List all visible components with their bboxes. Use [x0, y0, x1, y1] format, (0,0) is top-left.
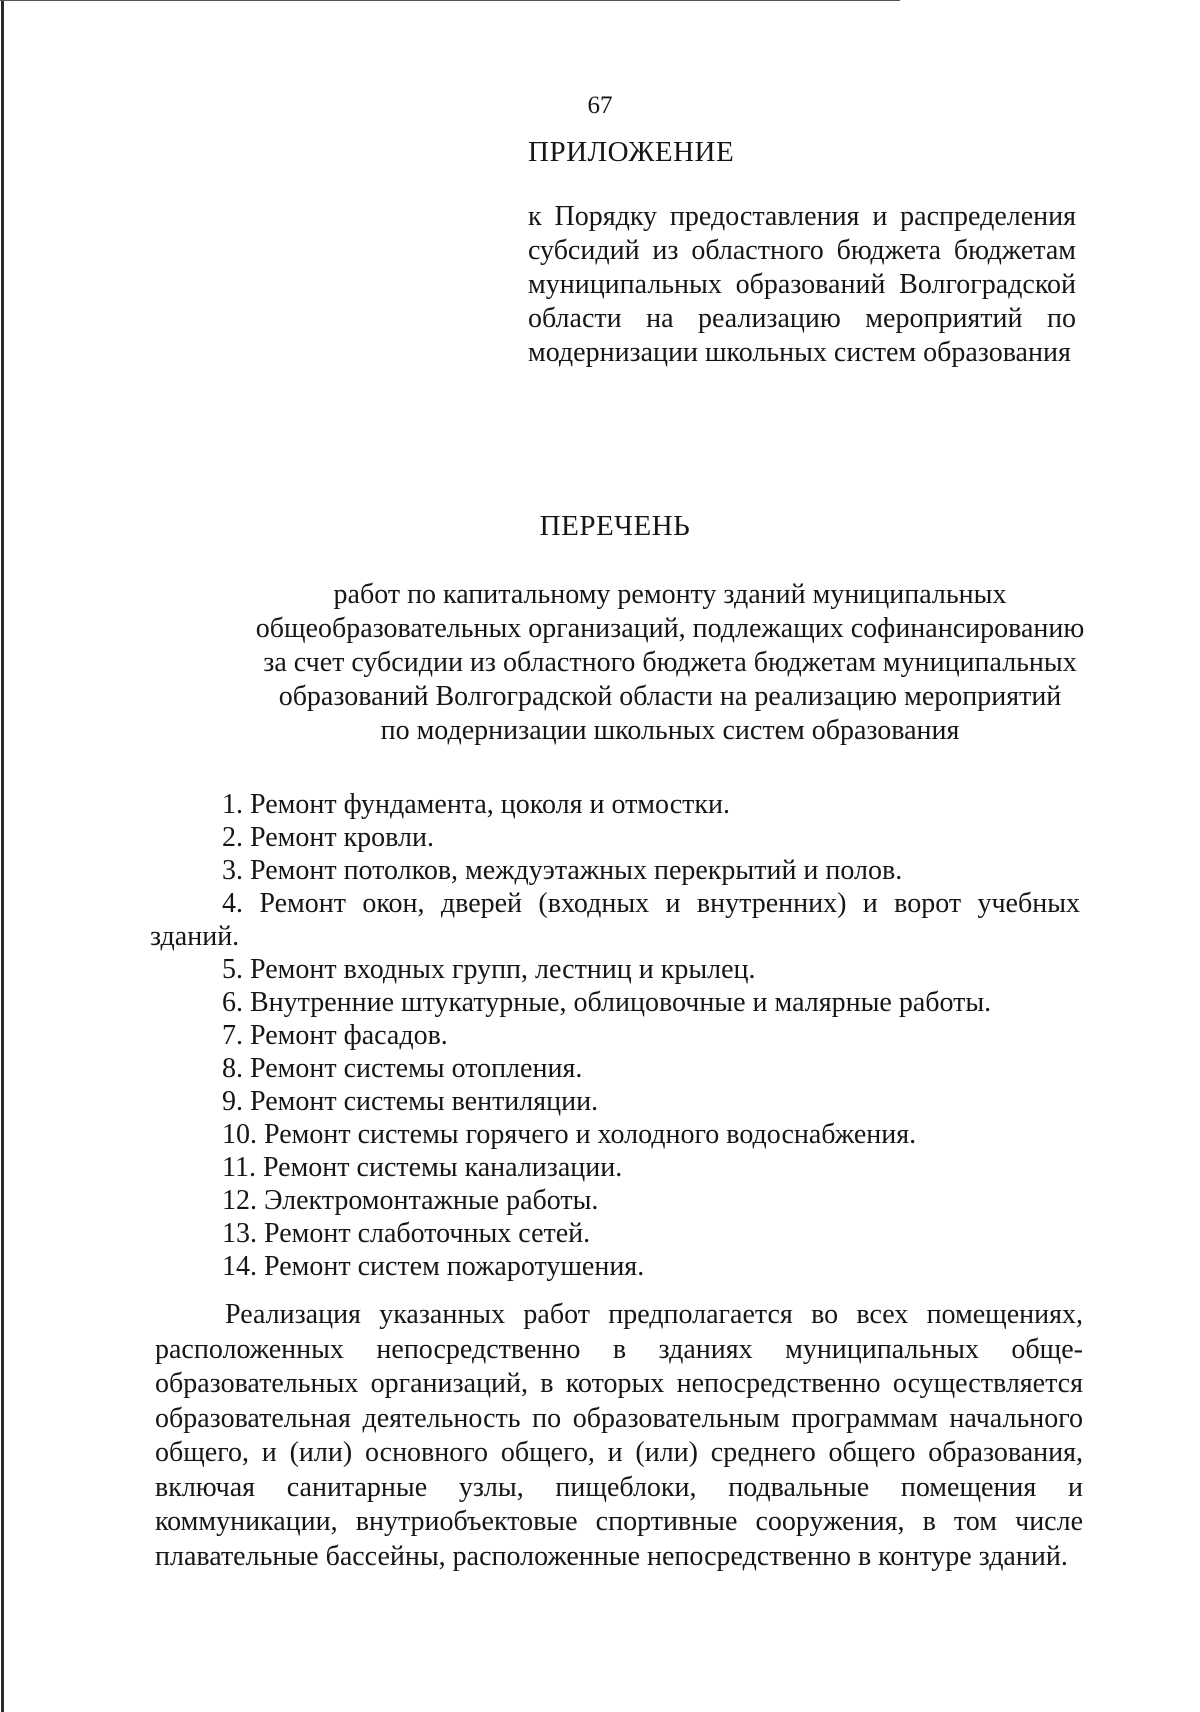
work-item: 7. Ремонт фасадов.	[222, 1020, 448, 1051]
list-subtitle-line: образований Волгоградской области на реализацию мероприятий	[278, 681, 1062, 712]
list-subtitle-line: работ по капитальному ремонту зданий муниципальных	[333, 579, 1007, 610]
work-item: 14. Ремонт систем пожаротушения.	[222, 1251, 645, 1282]
scan-edge-left	[1, 0, 4, 1712]
list-subtitle-line: за счет субсидии из областного бюджета бюджетам муниципальных	[263, 647, 1077, 678]
work-item: 9. Ремонт системы вентиляции.	[222, 1086, 599, 1117]
work-item: 12. Электромонтажные работы.	[222, 1185, 599, 1216]
work-item: 5. Ремонт входных групп, лестниц и крылец.	[222, 954, 756, 985]
work-items-list	[150, 788, 1080, 1283]
work-item: 4. Ремонт окон, дверей (входных и внутренних) и ворот учебных зданий.	[150, 888, 1080, 952]
appendix-reference: к Порядку предоставления и распределения субсидий из областного бюджета бюджетам муниципальных образований Волгоградской области на реализацию мероприятий по модернизации школьных систем образования	[528, 201, 1076, 368]
work-item: 3. Ремонт потолков, междуэтажных перекрытий и полов.	[222, 855, 903, 886]
work-item: 11. Ремонт системы канализации.	[222, 1152, 623, 1183]
work-item: 8. Ремонт системы отопления.	[222, 1053, 583, 1084]
work-item: 6. Внутренние штукатурные, облицовочные и малярные работы.	[222, 987, 992, 1018]
list-subtitle-line: общеобразовательных организаций, подлежащих софинансированию	[255, 613, 1085, 644]
work-item: 1. Ремонт фундамента, цоколя и отмостки.	[222, 789, 730, 820]
closing-paragraph: Реализация указанных работ предполагается во всех помещениях, расположенных непосредственно в зданиях муниципальных обще-образовательных организаций, в которых непосредственно осуществляется образовательная деятельность по образовательным программам начального общего, и (или) основного общего, и (или) среднего общего образования, включая санитарные узлы, пищеблоки, подвальные помещения и коммуникации, внутриобъектовые спортивные сооружения, в том числе плавательные бассейны, расположенные непосредственно в контуре зданий.	[155, 1299, 1083, 1572]
scan-edge-top	[0, 0, 900, 1]
page-number: 67	[587, 92, 613, 119]
work-item: 10. Ремонт системы горячего и холодного водоснабжения.	[222, 1119, 917, 1150]
appendix-title: ПРИЛОЖЕНИЕ	[528, 136, 735, 168]
list-subtitle	[150, 578, 1190, 748]
work-item: 13. Ремонт слаботочных сетей.	[222, 1218, 591, 1249]
list-subtitle-line: по модернизации школьных систем образования	[380, 715, 960, 746]
work-item: 2. Ремонт кровли.	[222, 822, 434, 853]
list-title: ПЕРЕЧЕНЬ	[539, 510, 691, 542]
